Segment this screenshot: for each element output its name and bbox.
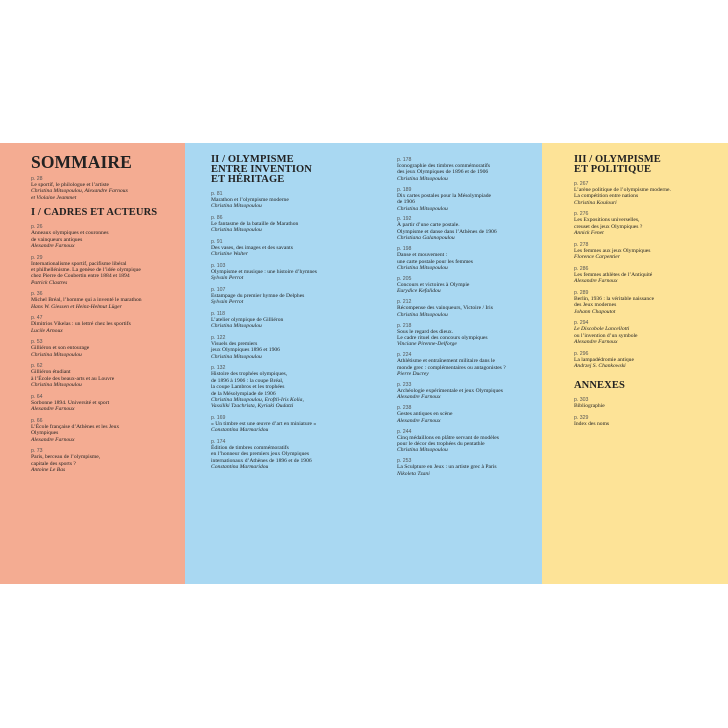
entry-title-line: Les Expositions universelles, — [574, 217, 640, 224]
part2-entries-b — [397, 157, 538, 477]
entry-title-line: Estampage du premier hymne de Delphes — [211, 293, 305, 299]
heading-line: III / OLYMPISME — [574, 154, 661, 165]
toc-entry — [397, 429, 538, 454]
page-number: p. 81 — [211, 191, 223, 197]
table-of-contents-spread — [0, 143, 728, 584]
page-number: p. 218 — [397, 322, 412, 329]
column-part2-a — [185, 143, 385, 584]
entry-author: Christina Mitsopoulou — [397, 205, 448, 212]
page-number: p. 28 — [31, 176, 43, 182]
page-number: p. 212 — [397, 299, 412, 306]
entry-author: Christina Mitsopoulou — [211, 323, 262, 330]
toc-entry — [211, 239, 381, 258]
entry-title-line: À partir d’une carte postale. — [397, 222, 460, 229]
entry-title-line: Marathon et l’olympisme moderne — [211, 197, 289, 203]
entry-author: Vassiliki Tzachrista, Kyriaki Oudatzi — [211, 403, 294, 410]
entry-title-line: de 1906 — [397, 199, 415, 206]
toc-entry — [211, 215, 381, 234]
entry-title-line: jeux Olympiques 1896 et 1906 — [211, 347, 280, 354]
entry-title-line: La Sculpture en Jeux : un artiste grec à Paris — [397, 464, 497, 471]
part1-entries — [31, 224, 179, 473]
entry-title-line: Le fantasme de la bataille de Marathon — [211, 221, 299, 227]
toc-entry — [397, 323, 538, 348]
entry-author: Christina Mitsopoulou — [211, 203, 262, 210]
page-number: p. 132 — [211, 365, 226, 372]
entry-title-line: Visuels des premiers — [211, 341, 258, 347]
toc-entry — [31, 315, 179, 334]
page-number: p. 286 — [574, 265, 589, 272]
toc-entry — [574, 397, 724, 409]
toc-entry — [574, 181, 724, 206]
entry-title-line: Des vases, des images et des savants — [211, 245, 293, 251]
page-number: p. 53 — [31, 339, 43, 346]
heading-line: ET POLITIQUE — [574, 164, 652, 175]
page-number: p. 73 — [31, 448, 43, 455]
entry-author: Alexandre Farnoux — [31, 243, 75, 250]
entry-title-line: la coupe Lambros et les trophées — [211, 384, 285, 391]
entry-title-line: Gestes antiques en scène — [397, 411, 453, 418]
toc-entry — [397, 157, 538, 182]
entry-author: et Violaine Jeammet — [31, 194, 77, 201]
annexes-entries — [574, 397, 724, 427]
entry-title-line: Athlétisme et entraînement militaire dans le — [397, 358, 496, 365]
page-number: p. 278 — [574, 241, 589, 248]
entry-title-line: Sorbonne 1894. Université et sport — [31, 399, 110, 406]
entry-author: Alexandre Farnoux — [574, 278, 618, 285]
page-number: p. 91 — [211, 239, 223, 245]
entry-title-line: La compétition entre nations — [574, 193, 639, 200]
entry-author: Lucile Arnoux — [31, 327, 63, 334]
entry-title-line: L’arène politique de l’olympisme moderne. — [574, 187, 671, 193]
entry-author: Sylvain Perrot — [211, 275, 244, 282]
entry-title-line: Index des noms — [574, 421, 610, 428]
entry-author: Christine Walter — [211, 251, 248, 258]
toc-entry — [31, 291, 179, 310]
toc-entry — [574, 211, 724, 236]
toc-entry — [574, 266, 724, 285]
page-number: p. 205 — [397, 275, 412, 282]
entry-title-line: Michel Bréal, l’homme qui a inventé le marathon — [31, 297, 142, 304]
page-number: p. 289 — [574, 289, 589, 296]
entry-author: Sylvain Perrot — [211, 299, 244, 306]
entry-title-line: ou l’invention d’un symbole — [574, 332, 638, 339]
entry-title-line: de 1896 à 1906 : la coupe Bréal, — [211, 377, 284, 384]
page-number: p. 66 — [31, 417, 43, 424]
page-number: p. 64 — [31, 393, 43, 400]
entry-author: Christina Mitsopoulou — [397, 447, 448, 454]
entry-author: Christina Mitsopoulou — [397, 311, 448, 318]
toc-entry — [574, 415, 724, 427]
toc-entry — [397, 382, 538, 401]
entry-title-line: Internationalisme sportif, pacifisme libéral — [31, 260, 127, 267]
page-number: p. 107 — [211, 287, 226, 293]
toc-entry — [397, 276, 538, 295]
part3-entries — [574, 181, 724, 369]
entry-title-line: Histoire des trophées olympiques, — [211, 371, 288, 378]
entry-author: Pierre Ducrey — [397, 371, 429, 378]
page-number: p. 224 — [397, 352, 412, 359]
entry-author: Christina Mitsopoulou — [397, 175, 448, 182]
entry-title-line: Olympisme et danse dans l’Athènes de 1906 — [397, 228, 497, 235]
entry-title-line: L’École française d’Athènes et les Jeux — [31, 423, 120, 430]
toc-entry — [574, 242, 724, 261]
entry-title-line: Sous le regard des dieux. — [397, 328, 454, 335]
toc-entry — [397, 405, 538, 424]
toc-entry — [397, 246, 538, 271]
toc-entry — [211, 191, 381, 210]
entry-title-line: Gilliéron et son entourage — [31, 345, 90, 352]
toc-entry — [211, 311, 381, 330]
entry-author: Patrick Clastres — [31, 279, 68, 286]
entry-title-line: une carte postale pour les femmes — [397, 258, 473, 265]
entry-author: Hans W. Giessen et Heinz-Helmut Lüger — [31, 303, 122, 310]
page-number: p. 122 — [211, 335, 226, 341]
page-number: p. 253 — [397, 458, 412, 465]
toc-entry — [211, 287, 381, 306]
page-number: p. 303 — [574, 397, 589, 404]
toc-entry — [211, 365, 381, 409]
entry-title-line: Olympiques — [31, 430, 59, 437]
page-number: p. 62 — [31, 363, 43, 370]
heading-line: ENTRE INVENTION — [211, 164, 312, 175]
sommaire-title: SOMMAIRE — [31, 152, 132, 172]
toc-entry — [397, 216, 538, 241]
annexes-title: ANNEXES — [574, 380, 625, 392]
entry-title-line: monde grec : complémentaires ou antagonistes ? — [397, 364, 506, 371]
entry-title-line: des Jeux modernes — [574, 302, 617, 309]
entry-author: Antoine Le Bas — [31, 467, 66, 474]
entry-title-italic: Le Discobole Lancellotti — [574, 326, 630, 333]
toc-entry — [211, 263, 381, 282]
part1-title: I / CADRES ET ACTEURS — [31, 207, 158, 219]
entry-title-line: Olympisme et musique : une histoire d’hymnes — [211, 269, 317, 275]
toc-entry — [31, 176, 179, 201]
page-number: p. 329 — [574, 415, 589, 422]
page-number: p. 29 — [31, 254, 43, 261]
entry-title-line: creuset des jeux Olympiques ? — [574, 223, 643, 230]
entry-title-line: L’atelier olympique de Gilliéron — [211, 317, 284, 323]
entry-author: Alexandre Farnoux — [397, 394, 441, 401]
entry-author: Christina Mitsopoulou — [211, 353, 262, 360]
entry-title-line: Iconographie des timbres commémoratifs — [397, 163, 491, 169]
part2-entries-a — [211, 191, 381, 471]
page-number: p. 296 — [574, 350, 589, 357]
entry-title-line: Cinq médaillons en plâtre servant de modèles — [397, 434, 499, 441]
entry-title-line: Édition de timbres commémoratifs — [211, 445, 289, 452]
toc-entry — [397, 458, 538, 477]
entry-title-line: de la Mésolympiade de 1906 — [211, 390, 276, 397]
entry-author: Constantina Marmaridou — [211, 464, 269, 471]
entry-title-line: La lampadédromie antique — [574, 356, 634, 363]
toc-entry — [574, 351, 724, 370]
entry-author: Alexandre Farnoux — [31, 436, 75, 443]
column-sommaire — [0, 143, 185, 584]
entry-author: Vinciane Pirenne-Delforge — [397, 341, 457, 348]
page-number: p. 86 — [211, 215, 223, 221]
entry-author: Annick Fenet — [574, 230, 604, 237]
entry-title-line: et philhellénisme. La genèse de l’idée olympique — [31, 267, 141, 274]
entry-title-line: « Un timbre est une œuvre d’art en miniature » — [211, 421, 317, 428]
toc-entry — [31, 418, 179, 443]
toc-entry — [574, 320, 724, 345]
entry-title-line: des jeux Olympiques de 1896 et de 1906 — [397, 169, 489, 176]
entry-author: Andrzej S. Chankowski — [574, 363, 626, 370]
toc-entry — [397, 187, 538, 212]
entry-title-line: Les femmes aux jeux Olympiques — [574, 247, 651, 254]
entry-title-line: Les femmes athlètes de l’Antiquité — [574, 271, 653, 278]
entry-author: Johann Chapoutot — [574, 308, 616, 315]
page-number: p. 189 — [397, 186, 412, 193]
column-part2-b — [385, 143, 542, 584]
entry-author: Alexandre Farnoux — [31, 406, 75, 413]
page-number: p. 178 — [397, 157, 412, 163]
entry-author: Constantina Marmaridou — [211, 427, 269, 434]
entry-title-line: Danse et mouvement : — [397, 252, 448, 259]
entry-author: Christina Mitsopoulou, Alexandre Farnoux — [31, 188, 128, 195]
entry-title-line: à l’École des beaux-arts et au Louvre — [31, 375, 115, 382]
entry-title-line: Le cadre rituel des concours olympiques — [397, 334, 488, 341]
column-part3 — [542, 143, 728, 584]
entry-title-line: pour le décor des trophées du pentathle — [397, 440, 485, 447]
entry-title-line: de vainqueurs antiques — [31, 236, 83, 243]
entry-title-line: en l’honneur des premiers jeux Olympiques — [211, 451, 310, 458]
part2-title — [211, 155, 381, 185]
entry-author: Alexandre Farnoux — [397, 417, 441, 424]
toc-entry — [397, 299, 538, 318]
entry-author: Eurydice Kefalidou — [397, 288, 441, 295]
page-number: p. 47 — [31, 315, 43, 322]
page-number: p. 118 — [211, 311, 226, 317]
toc-entry — [397, 352, 538, 377]
page-number: p. 267 — [574, 181, 589, 187]
entry-author: Christina Mitsopoulou — [397, 264, 448, 271]
toc-entry — [31, 363, 179, 388]
page-number: p. 244 — [397, 428, 412, 435]
entry-author: Christina Mitsopoulou — [211, 227, 262, 234]
entry-title-line: Dimitrios Vikelas : un lettré chez les sportifs — [31, 321, 131, 328]
page-number: p. 294 — [574, 320, 589, 327]
entry-title-line: Bibliographie — [574, 403, 605, 410]
page-number: p. 192 — [397, 216, 412, 223]
entry-title-line: Concours et victoires à Olympie — [397, 281, 470, 288]
page-number: p. 169 — [211, 415, 226, 422]
toc-entry — [211, 335, 381, 360]
entry-author: Christiana Galanopoulou — [397, 235, 455, 242]
sommaire-intro — [31, 176, 179, 201]
entry-title-line: Archéologie expérimentale et jeux Olympiques — [397, 387, 503, 394]
entry-title-line: chez Pierre de Coubertin entre 1884 et 1894 — [31, 273, 130, 280]
entry-author: Christina Mitsopoulou — [31, 351, 82, 358]
toc-entry — [31, 448, 179, 473]
entry-title-line: Le sportif, le philologue et l’artiste — [31, 182, 109, 188]
entry-title-line: Anneaux olympiques et couronnes — [31, 230, 109, 237]
entry-title-line: Récompense des vainqueurs, Victoire / Iris — [397, 305, 493, 312]
entry-author: Florence Carpentier — [574, 254, 620, 261]
entry-title-line: capitale des sports ? — [31, 460, 76, 467]
part3-title — [574, 155, 724, 175]
toc-entry — [31, 339, 179, 358]
entry-author: Nikoleta Tzani — [397, 470, 430, 477]
toc-entry — [211, 439, 381, 471]
heading-line: II / OLYMPISME — [211, 154, 294, 165]
entry-author: Christina Mitsopoulou — [31, 382, 82, 389]
entry-title-line: Gilliéron étudiant — [31, 369, 71, 376]
entry-author: Christina Mitsopoulou, Eroftli-Iris Kolia, — [211, 397, 304, 404]
page-number: p. 276 — [574, 211, 589, 218]
page-number: p. 233 — [397, 381, 412, 388]
toc-entry — [211, 415, 381, 434]
page-number: p. 26 — [31, 224, 43, 231]
page-number: p. 103 — [211, 263, 226, 269]
page-number: p. 36 — [31, 291, 43, 298]
toc-entry — [31, 394, 179, 413]
heading-line: ET HÉRITAGE — [211, 174, 285, 185]
page-number: p. 238 — [397, 405, 412, 412]
entry-title-line: internationaux d’Athènes de 1896 et de 1906 — [211, 457, 312, 464]
entry-author: Christina Koulouri — [574, 199, 617, 206]
entry-author: Alexandre Farnoux — [574, 339, 618, 346]
toc-entry — [574, 290, 724, 315]
page-number: p. 174 — [211, 439, 226, 446]
entry-title-line: Paris, berceau de l’olympisme, — [31, 454, 101, 461]
entry-title-line: Berlin, 1936 : la véritable naissance — [574, 295, 655, 302]
toc-entry — [31, 224, 179, 249]
page-number: p. 198 — [397, 246, 412, 253]
entry-title-line: Dix cartes postales pour la Mésolympiade — [397, 192, 491, 199]
toc-entry — [31, 255, 179, 287]
